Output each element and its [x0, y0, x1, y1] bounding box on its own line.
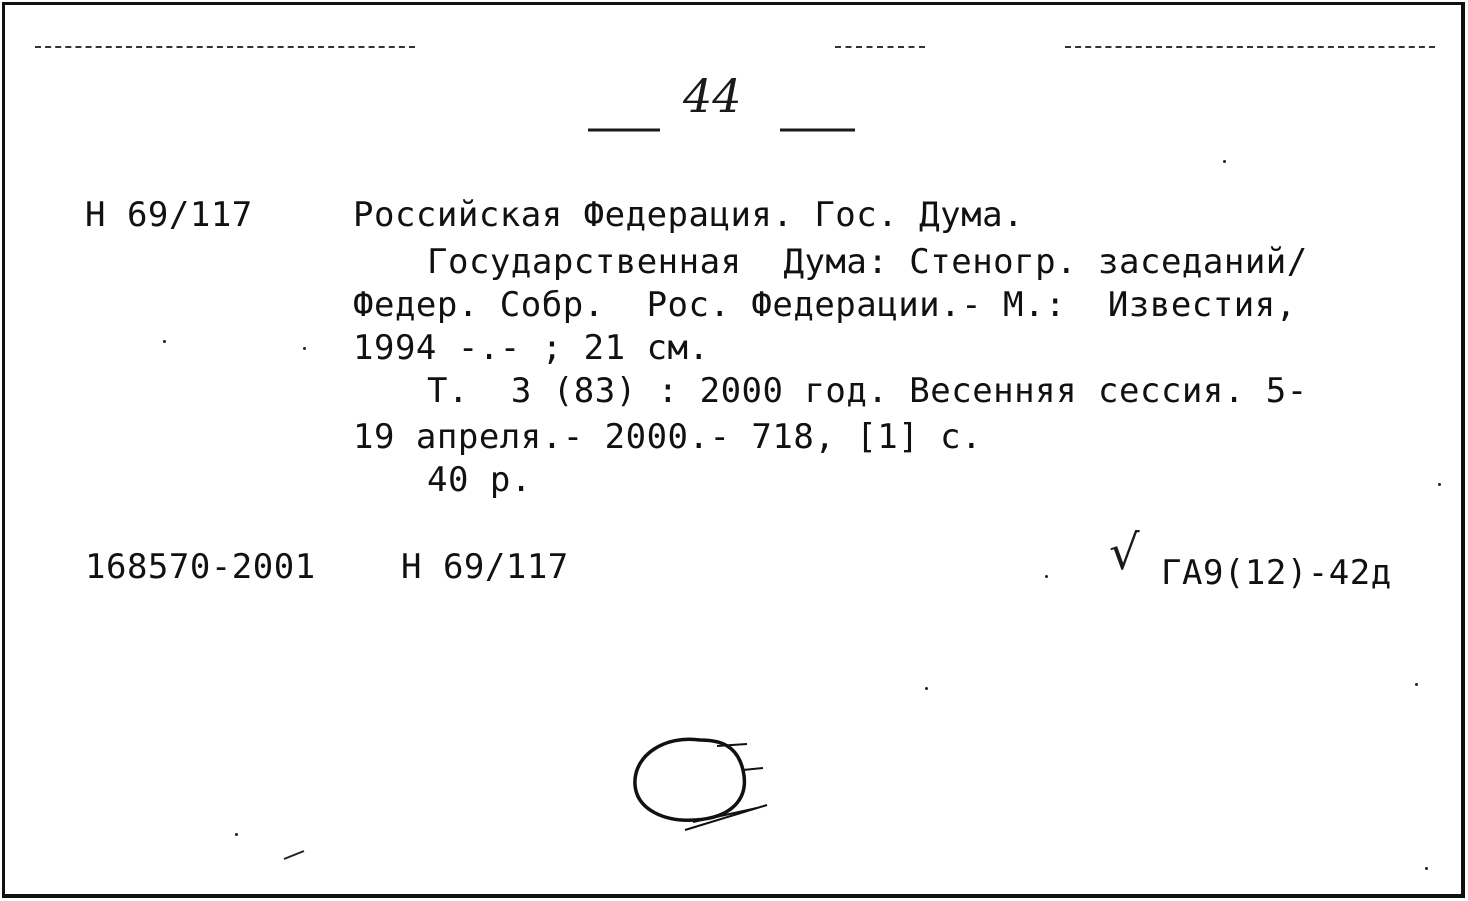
volume-line-2: 19 апреля.- 2000.- 718, [1] с. [353, 417, 983, 457]
scan-speck [303, 347, 306, 350]
top-dashed-rule [1065, 46, 1435, 48]
scan-speck [163, 340, 166, 343]
shelfmark: Н 69/117 [85, 195, 253, 235]
title-line-2: Федер. Собр. Рос. Федерации.- М.: Известия, [353, 285, 1297, 325]
scan-speck [1223, 160, 1226, 163]
inventory-number: 168570-2001 [85, 547, 316, 587]
volume-line-1: Т. 3 (83) : 2000 год. Весенняя сессия. 5- [427, 371, 1308, 411]
pencil-tick [280, 845, 310, 865]
scan-speck [925, 687, 928, 690]
scan-speck [1438, 483, 1441, 486]
top-dashed-rule [835, 46, 925, 48]
title-line-1: Государственная Дума: Стеногр. заседаний/ [427, 242, 1308, 282]
classification: ГА9(12)-42д [1161, 553, 1392, 593]
punch-hole [625, 730, 785, 840]
price: 40 р. [427, 460, 532, 500]
top-dashed-rule [35, 46, 415, 48]
scan-speck [235, 833, 238, 836]
heading: Российская Федерация. Гос. Дума. [353, 195, 1025, 235]
page-number: 44 [683, 69, 742, 123]
scan-speck [1425, 867, 1428, 870]
scan-speck [1045, 575, 1048, 578]
title-line-3: 1994 -.- ; 21 см. [353, 328, 710, 368]
check-mark: √ [1109, 525, 1140, 581]
scan-speck [1415, 683, 1418, 686]
catalog-card [2, 2, 1465, 898]
shelfmark-bottom: Н 69/117 [401, 547, 569, 587]
